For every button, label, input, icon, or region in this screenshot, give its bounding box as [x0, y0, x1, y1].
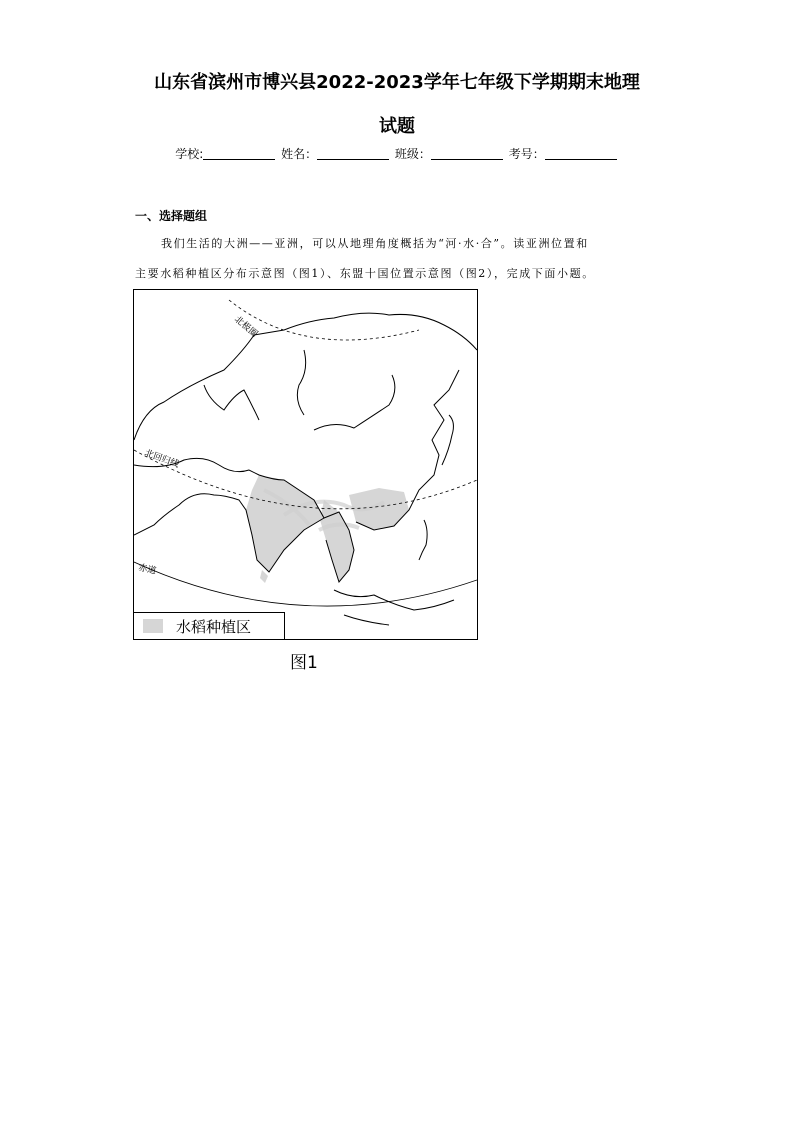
legend-label: 水稻种植区 [176, 618, 252, 636]
question-paragraph-line1: 我们生活的大洲——亚洲，可以从地理角度概括为“河·水·合”。读亚洲位置和 [161, 237, 589, 250]
map-drawing [134, 290, 477, 639]
equator-label: 赤道 [137, 563, 158, 577]
latitude-lines [134, 300, 477, 606]
equator-line [134, 562, 477, 606]
document-title-line2: 试题 [379, 116, 415, 137]
student-info-row [0, 145, 794, 162]
rice-region-india [246, 475, 324, 572]
class-label: 班级： [394, 147, 431, 161]
rice-region-sri-lanka [260, 570, 268, 583]
section-heading: 一、选择题组 [135, 209, 208, 223]
tropic-label: 北回归线 [142, 448, 181, 471]
number-blank[interactable] [545, 159, 617, 160]
legend-swatch [143, 619, 163, 633]
number-label: 考号： [508, 147, 545, 161]
map-legend [134, 612, 285, 639]
figure-caption: 图1 [290, 653, 318, 673]
document-title-line1: 山东省滨州市博兴县2022-2023学年七年级下学期期末地理 [154, 72, 640, 93]
name-blank[interactable] [317, 159, 389, 160]
arctic-circle-label: 北极圈 [232, 314, 260, 340]
class-blank[interactable] [431, 159, 503, 160]
school-label: 学校: [175, 147, 204, 161]
name-label: 姓名： [281, 147, 318, 161]
coastlines [134, 313, 477, 625]
school-blank[interactable] [203, 159, 275, 160]
asia-rice-map [133, 289, 478, 640]
question-paragraph-line2: 主要水稻种植区分布示意图（图1）、东盟十国位置示意图（图2），完成下面小题。 [135, 267, 595, 280]
